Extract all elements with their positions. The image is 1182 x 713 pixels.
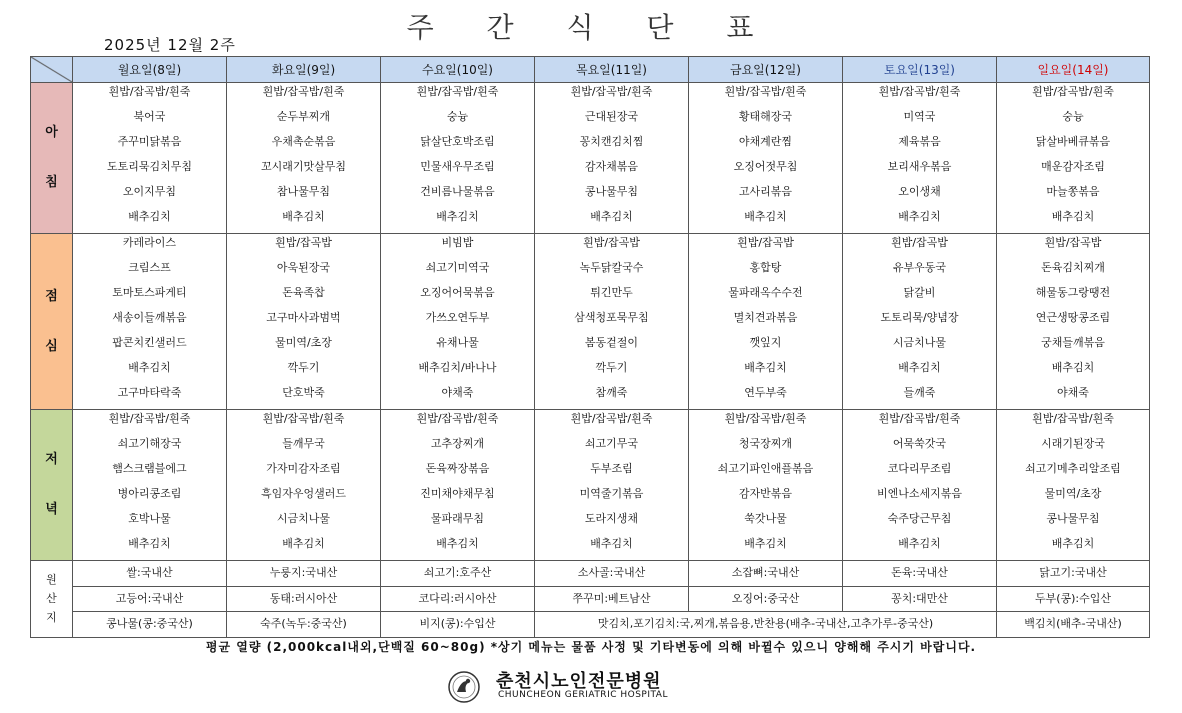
menu-item: 배추김치 xyxy=(590,210,633,223)
day-header: 금요일(12일) xyxy=(689,57,843,83)
menu-item: 크림스프 xyxy=(128,261,171,274)
origin-row xyxy=(31,612,1150,638)
menu-item: 연근생땅콩조림 xyxy=(1035,311,1111,324)
menu-cell xyxy=(843,410,997,561)
origin-item: 돈육:국내산 xyxy=(891,566,948,579)
origin-label-char: 지 xyxy=(46,611,57,625)
hospital-name-english: CHUNCHEON GERIATRIC HOSPITAL xyxy=(498,690,668,700)
menu-cell xyxy=(689,234,843,410)
menu-item: 시금치나물 xyxy=(276,512,331,525)
menu-cell xyxy=(227,410,381,561)
menu-item: 흰밥/잡곡밥/흰죽 xyxy=(570,412,653,425)
menu-cell xyxy=(997,83,1150,234)
origin-label xyxy=(31,561,73,638)
origin-cell xyxy=(843,586,997,612)
origin-cell xyxy=(535,586,689,612)
menu-item: 흰밥/잡곡밥/흰죽 xyxy=(262,412,345,425)
menu-item: 궁채들깨볶음 xyxy=(1041,336,1105,349)
menu-item: 오이지무침 xyxy=(122,185,177,198)
menu-item: 주꾸미닭볶음 xyxy=(117,135,182,148)
menu-item: 들깨무국 xyxy=(282,437,325,450)
menu-item: 숭늉 xyxy=(1062,110,1084,123)
menu-item: 황태해장국 xyxy=(738,110,793,123)
menu-cell xyxy=(381,83,535,234)
menu-table xyxy=(30,56,1150,638)
menu-cell xyxy=(381,410,535,561)
menu-item: 감자반볶음 xyxy=(738,487,793,500)
menu-cell xyxy=(997,234,1150,410)
origin-item: 콩나물(콩:중국산) xyxy=(106,617,193,630)
dinner-row xyxy=(31,410,1150,561)
menu-item: 흰밥/잡곡밥/흰죽 xyxy=(108,412,191,425)
menu-item: 시래기된장국 xyxy=(1041,437,1105,450)
origin-item: 소사골:국내산 xyxy=(577,566,646,579)
menu-item: 야채죽 xyxy=(1057,386,1089,399)
origin-item: 쌀:국내산 xyxy=(126,566,173,579)
menu-item: 쇠고기해장국 xyxy=(117,437,182,450)
origin-item: 닭고기:국내산 xyxy=(1039,566,1107,579)
menu-item: 쇠고기무국 xyxy=(584,437,639,450)
breakfast-label-char: 침 xyxy=(45,175,58,190)
origin-label-char: 산 xyxy=(46,592,57,606)
menu-item: 깻잎지 xyxy=(749,336,782,349)
menu-item: 배추김치 xyxy=(128,210,171,223)
menu-item: 배추김치 xyxy=(744,537,787,550)
menu-cell xyxy=(227,83,381,234)
dinner-label-char: 녁 xyxy=(45,502,58,517)
menu-item: 배추김치 xyxy=(898,361,941,374)
dinner-label xyxy=(31,410,73,561)
menu-cell xyxy=(997,410,1150,561)
menu-item: 흰밥/잡곡밥/흰죽 xyxy=(724,412,807,425)
menu-item: 닭살바베큐볶음 xyxy=(1035,135,1111,148)
hospital-logo-icon xyxy=(444,670,484,706)
menu-item: 배추김치 xyxy=(436,537,479,550)
origin-item: 쭈꾸미:베트남산 xyxy=(572,591,651,605)
origin-label-char: 원 xyxy=(46,573,57,587)
menu-item: 삼색청포묵무침 xyxy=(574,311,649,324)
menu-item: 아욱된장국 xyxy=(276,261,331,274)
menu-item: 매운감자조림 xyxy=(1041,160,1105,173)
menu-item: 흰밥/잡곡밥/흰죽 xyxy=(262,85,345,98)
menu-item: 흑임자우엉샐러드 xyxy=(260,487,346,500)
menu-item: 진미채야채무침 xyxy=(420,487,495,500)
origin-item: 백김치(배추-국내산) xyxy=(1024,617,1122,630)
menu-item: 흰밥/잡곡밥/흰죽 xyxy=(108,85,191,98)
menu-item: 깍두기 xyxy=(287,361,320,374)
menu-item: 흰밥/잡곡밥 xyxy=(737,236,794,249)
menu-item: 흰밥/잡곡밥 xyxy=(275,236,332,249)
origin-row xyxy=(31,561,1150,587)
menu-item: 시금치나물 xyxy=(892,336,947,349)
origin-item: 고등어:국내산 xyxy=(115,591,184,605)
menu-cell xyxy=(535,410,689,561)
menu-item: 호박나물 xyxy=(128,512,171,525)
menu-item: 미역줄기볶음 xyxy=(579,487,644,500)
menu-item: 제육볶음 xyxy=(898,135,941,148)
menu-item: 물미역/초장 xyxy=(1044,487,1102,500)
menu-item: 배추김치 xyxy=(590,537,633,550)
menu-item: 쑥갓나물 xyxy=(744,512,787,525)
menu-item: 오징어젓무침 xyxy=(733,160,798,173)
origin-item: 누룽지:국내산 xyxy=(269,566,338,579)
menu-item: 들깨죽 xyxy=(903,386,936,399)
origin-cell xyxy=(73,586,227,612)
lunch-row xyxy=(31,234,1150,410)
menu-item: 청국장찌개 xyxy=(738,437,793,450)
menu-item: 돈육족찹 xyxy=(282,286,325,299)
page-title: 주 간 식 단 표 xyxy=(406,11,776,44)
menu-item: 병아리콩조림 xyxy=(117,487,182,500)
menu-item: 팝콘치킨샐러드 xyxy=(112,336,187,349)
origin-cell xyxy=(535,561,689,587)
menu-item: 튀긴만두 xyxy=(590,286,633,299)
menu-item: 가쓰오연두부 xyxy=(425,311,490,324)
origin-item: 쇠고기:호주산 xyxy=(423,566,492,579)
menu-item: 돈육김치찌개 xyxy=(1041,261,1105,274)
origin-cell xyxy=(73,561,227,587)
menu-cell xyxy=(73,410,227,561)
menu-item: 흰밥/잡곡밥/흰죽 xyxy=(416,85,499,98)
menu-item: 물파래무침 xyxy=(430,512,485,525)
menu-item: 흰밥/잡곡밥 xyxy=(583,236,640,249)
menu-item: 배추김치 xyxy=(898,210,941,223)
menu-item: 흰밥/잡곡밥 xyxy=(1044,236,1102,249)
origin-cell xyxy=(227,586,381,612)
menu-cell xyxy=(689,83,843,234)
menu-item: 숙주당근무침 xyxy=(887,512,952,525)
menu-item: 홍합탕 xyxy=(749,261,782,274)
menu-item: 도토리묵/양념장 xyxy=(880,311,959,324)
menu-item: 닭살단호박조림 xyxy=(420,135,495,148)
origin-cell xyxy=(997,586,1150,612)
menu-cell xyxy=(843,234,997,410)
lunch-label xyxy=(31,234,73,410)
menu-cell xyxy=(227,234,381,410)
menu-item: 토마토스파게티 xyxy=(112,286,187,299)
menu-item: 감자채볶음 xyxy=(584,160,639,173)
menu-item: 우채촉순볶음 xyxy=(271,135,336,148)
menu-cell xyxy=(689,410,843,561)
menu-item: 새송이들깨볶음 xyxy=(112,311,187,324)
menu-item: 유채나물 xyxy=(436,336,479,349)
menu-item: 참깨죽 xyxy=(595,386,628,399)
menu-item: 배추김치 xyxy=(744,210,787,223)
menu-item: 쇠고기파인애플볶음 xyxy=(717,462,814,475)
menu-item: 순두부찌개 xyxy=(276,110,331,123)
origin-row xyxy=(31,586,1150,612)
menu-item: 야채계란찜 xyxy=(738,135,793,148)
origin-cell xyxy=(381,561,535,587)
menu-item: 흰밥/잡곡밥/흰죽 xyxy=(570,85,653,98)
origin-cell xyxy=(843,561,997,587)
menu-item: 배추김치 xyxy=(1051,537,1095,550)
breakfast-label xyxy=(31,83,73,234)
week-label: 2025년 12월 2주 xyxy=(104,36,236,54)
day-header: 월요일(8일) xyxy=(73,57,227,83)
menu-item: 배추김치 xyxy=(128,361,171,374)
menu-item: 코다리무조림 xyxy=(887,462,952,475)
menu-item: 배추김치 xyxy=(1051,210,1095,223)
menu-item: 배추김치 xyxy=(1051,361,1095,374)
menu-item: 어묵쑥갓국 xyxy=(892,437,947,450)
breakfast-label-char: 아 xyxy=(45,125,58,140)
origin-cell xyxy=(381,612,535,638)
menu-item: 흰밥/잡곡밥/흰죽 xyxy=(724,85,807,98)
day-header: 목요일(11일) xyxy=(535,57,689,83)
menu-cell xyxy=(73,234,227,410)
menu-item: 고구마사과범벅 xyxy=(266,311,341,324)
menu-item: 봄동겉절이 xyxy=(584,336,639,349)
menu-item: 북어국 xyxy=(133,110,166,123)
menu-item: 흰밥/잡곡밥/흰죽 xyxy=(1032,85,1114,98)
menu-item: 민물새우무조림 xyxy=(420,160,495,173)
menu-item: 흰밥/잡곡밥/흰죽 xyxy=(878,412,961,425)
menu-item: 배추김치 xyxy=(898,537,941,550)
menu-cell xyxy=(843,83,997,234)
menu-item: 흰밥/잡곡밥 xyxy=(891,236,948,249)
menu-item: 도토리묵김치무침 xyxy=(106,160,192,173)
menu-item: 녹두닭칼국수 xyxy=(579,261,644,274)
menu-item: 물미역/초장 xyxy=(275,336,332,349)
menu-item: 카레라이스 xyxy=(122,236,177,249)
menu-item: 도라지생채 xyxy=(584,512,639,525)
day-header: 화요일(9일) xyxy=(227,57,381,83)
menu-item: 닭갈비 xyxy=(903,286,936,299)
menu-item: 돈육짜장볶음 xyxy=(425,462,490,475)
origin-cell xyxy=(73,612,227,638)
menu-item: 오이생채 xyxy=(898,185,941,198)
menu-item: 미역국 xyxy=(903,110,936,123)
menu-item: 콩나물무침 xyxy=(1046,512,1100,525)
menu-item: 보리새우볶음 xyxy=(887,160,952,173)
day-header: 수요일(10일) xyxy=(381,57,535,83)
menu-item: 가자미감자조림 xyxy=(266,462,341,475)
menu-item: 배추김치 xyxy=(436,210,479,223)
origin-cell xyxy=(689,561,843,587)
origin-item: 소잡뼈:국내산 xyxy=(731,566,800,579)
menu-item: 비빔밥 xyxy=(441,236,474,249)
menu-cell xyxy=(535,234,689,410)
menu-item: 콩나물무침 xyxy=(584,185,639,198)
menu-item: 고사리볶음 xyxy=(738,185,793,198)
origin-item: 오징어:중국산 xyxy=(731,591,800,605)
menu-item: 흰밥/잡곡밥/흰죽 xyxy=(878,85,961,98)
menu-item: 물파래옥수수전 xyxy=(728,286,803,299)
menu-item: 고추장찌개 xyxy=(430,437,485,450)
origin-item: 꽁치:대만산 xyxy=(891,591,948,605)
menu-item: 연두부죽 xyxy=(744,386,787,399)
menu-item: 배추김치/바나나 xyxy=(418,361,497,374)
menu-item: 유부우동국 xyxy=(892,261,947,274)
origin-cell xyxy=(997,612,1150,638)
origin-cell xyxy=(227,561,381,587)
day-header-row xyxy=(31,57,1150,83)
menu-item: 마늘쫑볶음 xyxy=(1046,185,1100,198)
menu-item: 배추김치 xyxy=(128,537,171,550)
menu-item: 햄스크램블에그 xyxy=(112,462,187,475)
menu-item: 오징어어묵볶음 xyxy=(420,286,495,299)
menu-cell xyxy=(73,83,227,234)
day-header-saturday: 토요일(13일) xyxy=(843,57,997,83)
menu-item: 쇠고기미역국 xyxy=(425,261,490,274)
origin-cell xyxy=(227,612,381,638)
menu-item: 배추김치 xyxy=(744,361,787,374)
breakfast-row xyxy=(31,83,1150,234)
menu-item: 야채죽 xyxy=(441,386,474,399)
lunch-label-char: 점 xyxy=(45,288,58,304)
hospital-name: 춘천시노인전문병원 xyxy=(496,671,662,692)
origin-cell xyxy=(997,561,1150,587)
menu-item: 건비름나물볶음 xyxy=(420,185,495,198)
origin-item: 맛김치,포기김치:국,찌개,볶음용,반찬용(배추-국내산,고추가루-중국산) xyxy=(597,617,934,630)
menu-cell xyxy=(535,83,689,234)
origin-cell xyxy=(535,612,997,638)
menu-item: 배추김치 xyxy=(282,210,325,223)
menu-cell xyxy=(381,234,535,410)
day-header-sunday: 일요일(14일) xyxy=(997,57,1150,83)
origin-cell xyxy=(381,586,535,612)
corner-cell xyxy=(31,57,73,83)
menu-item: 참나물무침 xyxy=(276,185,331,198)
menu-item: 근대된장국 xyxy=(584,110,639,123)
origin-item: 코다리:러시아산 xyxy=(418,591,497,605)
origin-item: 두부(콩):수입산 xyxy=(1034,591,1112,605)
menu-item: 흰밥/잡곡밥/흰죽 xyxy=(416,412,499,425)
menu-item: 꽁치캔김치찜 xyxy=(579,135,644,148)
menu-item: 숭늉 xyxy=(446,110,469,123)
menu-item: 깍두기 xyxy=(595,361,628,374)
dinner-label-char: 저 xyxy=(45,452,58,467)
menu-item: 배추김치 xyxy=(282,537,325,550)
menu-item: 멸치견과볶음 xyxy=(733,311,798,324)
footer-note: 평균 열량 (2,000kcal내외,단백질 60~80g) *상기 메뉴는 물품 사정 및 기타변동에 의해 바뀔수 있으니 양해해 주시기 바랍니다. xyxy=(205,640,977,654)
menu-item: 단호박죽 xyxy=(282,386,325,399)
menu-item: 꼬시래기맛살무침 xyxy=(260,160,346,173)
menu-item: 흰밥/잡곡밥/흰죽 xyxy=(1032,412,1114,425)
lunch-label-char: 심 xyxy=(45,338,58,354)
origin-item: 동태:러시아산 xyxy=(269,591,338,605)
menu-item: 두부조림 xyxy=(590,462,633,475)
origin-item: 숙주(녹두:중국산) xyxy=(260,617,347,630)
menu-item: 고구마타락죽 xyxy=(117,386,182,399)
origin-item: 비지(콩):수입산 xyxy=(419,617,496,630)
origin-cell xyxy=(689,586,843,612)
menu-item: 쇠고기메추리알조림 xyxy=(1025,462,1121,475)
menu-item: 해물동그랑땡전 xyxy=(1035,286,1111,299)
menu-item: 비엔나소세지볶음 xyxy=(876,487,962,500)
